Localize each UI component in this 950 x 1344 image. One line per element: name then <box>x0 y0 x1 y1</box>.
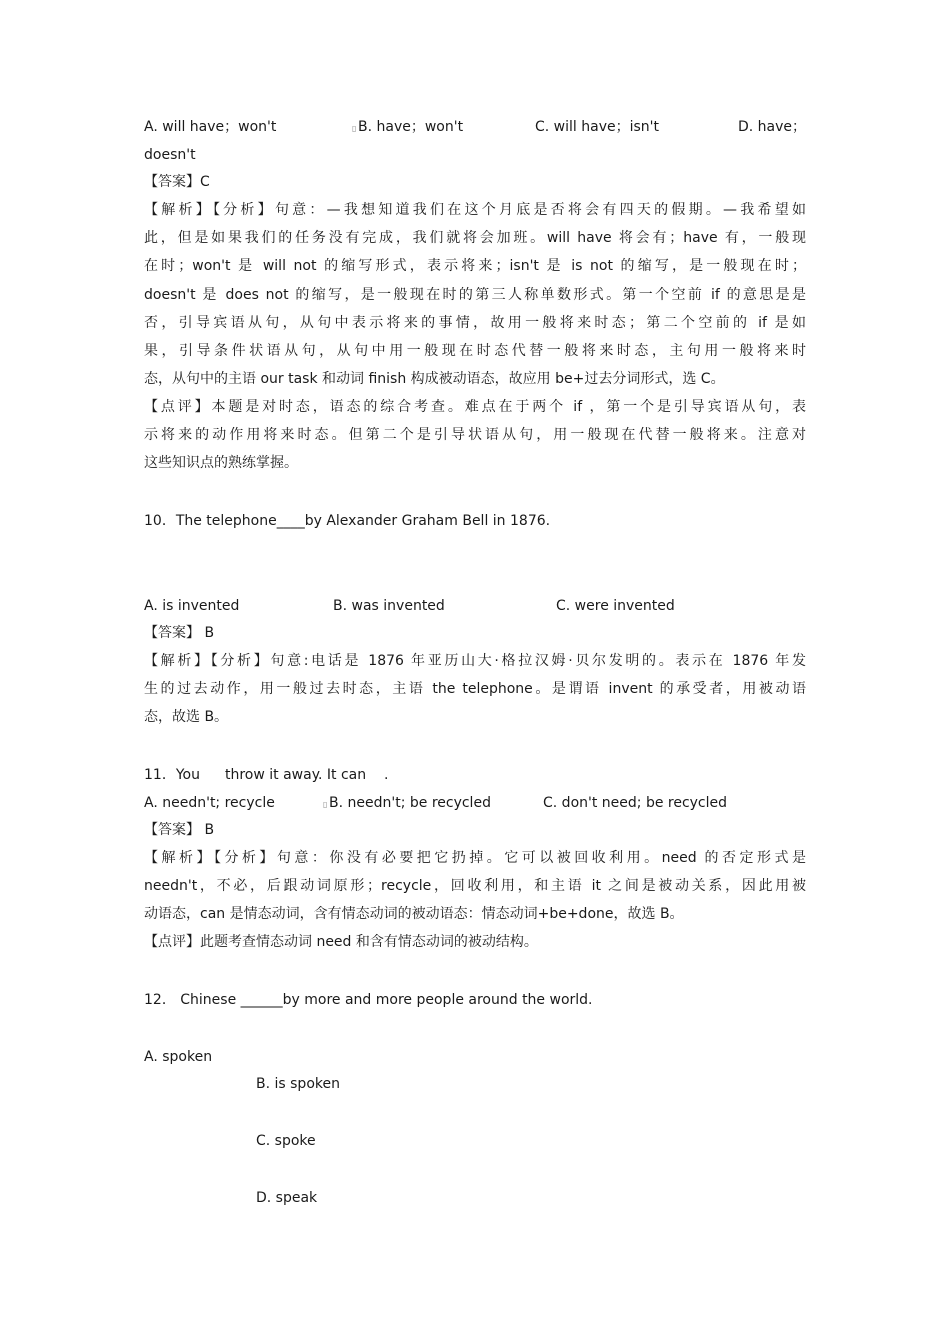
q9-option-c: C. will have；isn't <box>535 119 659 135</box>
q9-comment-line: 这些知识点的熟练掌握。 <box>144 455 298 471</box>
q11-analysis-line: 【解析】【分析】句意：你没有必要把它扔掉。它可以被回收利用。need 的否定形式是 <box>144 850 806 866</box>
q9-option-d: D. have； <box>738 119 807 135</box>
q10-analysis-line: 生的过去动作，用一般过去时态，主语 the telephone。是谓语 invent 的承受者，用被动语 <box>144 681 806 697</box>
q9-analysis-line: 态，从句中的主语 our task 和动词 finish 构成被动语态，故应用 be+过去分词形式，选 C。 <box>144 371 725 387</box>
q10-answer: 【答案】 B <box>144 625 215 641</box>
q9-option-d-wrap: doesn't <box>144 147 196 163</box>
q9-comment-line: 示将来的动作用将来时态。但第二个是引导状语从句，用一般现在代替一般将来。注意对 <box>144 427 806 443</box>
q11-analysis-line: 动语态，can 是情态动词，含有情态动词的被动语态：情态动词+be+done，故选 B。 <box>144 906 684 922</box>
q11-answer: 【答案】 B <box>144 822 215 838</box>
q11-comment: 【点评】此题考查情态动词 need 和含有情态动词的被动结构。 <box>144 934 538 950</box>
q11-question-part: 11．You <box>144 767 200 783</box>
q9-option-a: A. will have；won't <box>144 119 277 135</box>
q12-option-a: A. spoken <box>144 1049 213 1065</box>
q9-analysis-line: 【解析】【分析】句意：—我想知道我们在这个月底是否将会有四天的假期。—我希望如 <box>144 202 806 218</box>
q12-option-b: B. is spoken <box>256 1076 340 1092</box>
q9-analysis-line: 果，引导条件状语从句，从句中用一般现在时态代替一般将来时态，主句用一般将来时 <box>144 343 806 359</box>
q11-analysis-line: needn't，不必，后跟动词原形；recycle，回收利用，和主语 it 之间是被动关系，因此用被 <box>144 878 806 894</box>
q10-analysis-line: 态，故选 B。 <box>144 709 229 725</box>
q12-question: 12． Chinese ______by more and more people around the world. <box>144 992 593 1008</box>
q11-question-part: . <box>384 767 389 783</box>
q10-analysis-line: 【解析】【分析】句意:电话是 1876 年亚历山大·格拉汉姆·贝尔发明的。表示在 1876 年发 <box>144 653 806 669</box>
q9-option-b: B. have；won't <box>358 119 464 135</box>
q10-option-b: B. was invented <box>333 598 445 614</box>
q10-option-c: C. were invented <box>556 598 675 614</box>
q12-option-d: D. speak <box>256 1190 318 1206</box>
q11-option-a: A. needn't; recycle <box>144 795 275 811</box>
q9-comment-line: 【点评】本题是对时态，语态的综合考查。难点在于两个 if ，第一个是引导宾语从句，表 <box>144 399 806 415</box>
q11-option-b: B. needn't; be recycled <box>329 795 491 811</box>
q9-analysis-line: doesn't 是 does not 的缩写，是一般现在时的第三人称单数形式。第一个空前 if 的意思是是 <box>144 287 806 303</box>
q9-answer: 【答案】C <box>144 174 210 190</box>
q9-analysis-line: 在时；won't 是 will not 的缩写形式，表示将来；isn't 是 is not 的缩写，是一般现在时； <box>144 258 806 274</box>
q11-option-c: C. don't need; be recycled <box>543 795 728 811</box>
placeholder-glyph: ▯ <box>352 124 357 133</box>
q10-question: 10．The telephone____by Alexander Graham Bell in 1876. <box>144 513 551 529</box>
placeholder-glyph: ▯ <box>323 800 328 809</box>
q10-option-a: A. is invented <box>144 598 240 614</box>
q12-option-c: C. spoke <box>256 1133 316 1149</box>
q11-question-part: throw it away. It can <box>225 767 367 783</box>
q9-analysis-line: 此，但是如果我们的任务没有完成，我们就将会加班。will have 将会有；have 有，一般现 <box>144 230 806 246</box>
q9-analysis-line: 否，引导宾语从句，从句中表示将来的事情，故用一般将来时态；第二个空前的 if 是如 <box>144 315 806 331</box>
